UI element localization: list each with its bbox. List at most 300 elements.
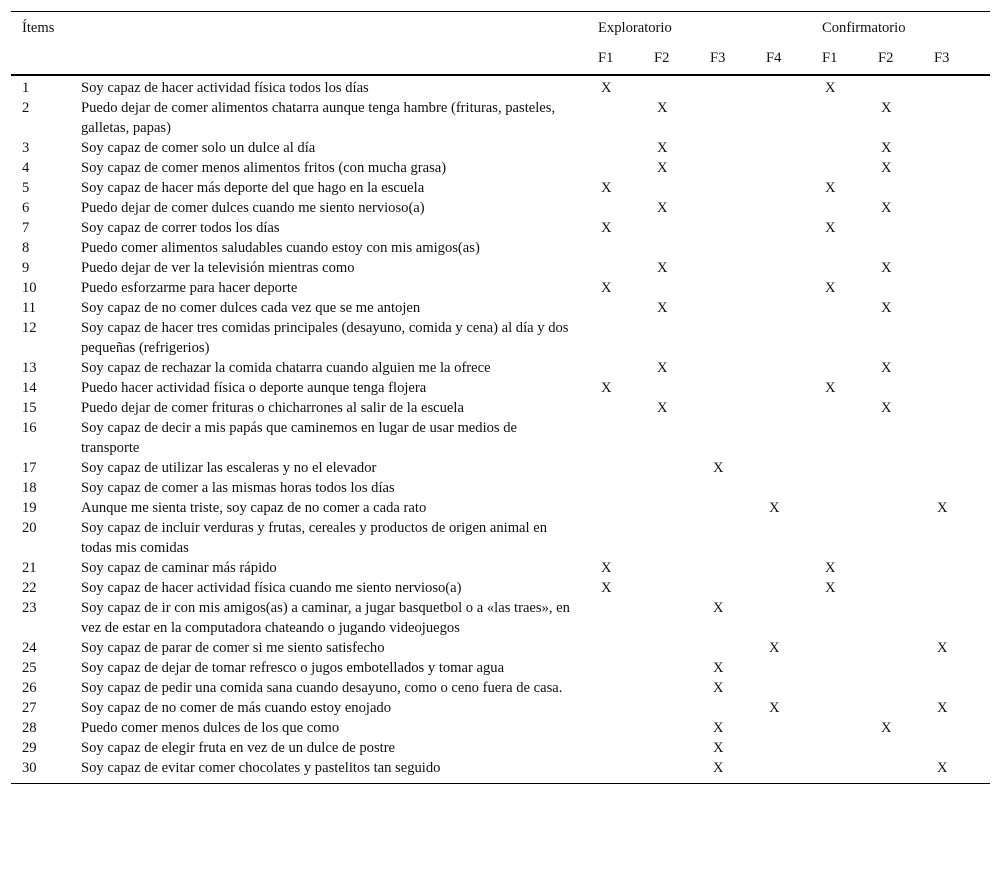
table-row [11, 158, 990, 178]
item-number: 26 [22, 680, 37, 696]
confirmatory-f1-cell: X [825, 380, 836, 396]
exploratory-f1-cell [598, 518, 654, 558]
exploratory-f4-cell: X [769, 640, 780, 656]
exploratory-f3-cell [710, 258, 766, 278]
exploratory-f1-cell: X [601, 280, 612, 296]
item-text: Soy capaz de comer menos alimentos fritos (con mucha grasa) [81, 160, 447, 176]
item-text: Puedo dejar de comer frituras o chicharrones al salir de la escuela [81, 400, 464, 416]
exploratory-f2-cell [654, 738, 710, 758]
confirmatory-f2-cell [878, 658, 934, 678]
exploratory-f4-cell [766, 98, 822, 138]
confirmatory-f1-cell [822, 738, 878, 758]
exploratory-f3-cell [710, 358, 766, 378]
item-text: Puedo comer menos dulces de los que como [81, 720, 340, 736]
table-row [11, 458, 990, 478]
item-text: Soy capaz de utilizar las escaleras y no el elevador [81, 460, 377, 476]
exploratory-f3-cell [710, 178, 766, 198]
exploratory-f4-cell [766, 278, 822, 298]
table-row [11, 318, 990, 358]
item-text: Soy capaz de hacer más deporte del que hago en la escuela [81, 180, 425, 196]
confirmatory-f3-cell [934, 598, 990, 638]
exploratory-f3-cell [710, 218, 766, 238]
exploratory-f1-cell [598, 478, 654, 498]
item-text: Soy capaz de evitar comer chocolates y pastelitos tan seguido [81, 758, 598, 784]
confirmatory-f3-cell [934, 278, 990, 298]
exploratory-f4-cell [766, 598, 822, 638]
exploratory-f1-cell [598, 458, 654, 478]
item-text: Puedo hacer actividad física o deporte aunque tenga flojera [81, 380, 427, 396]
confirmatory-f2-cell: X [881, 400, 892, 416]
table-row [11, 238, 990, 258]
confirmatory-f1-cell [822, 398, 878, 418]
exploratory-f1-cell: X [601, 220, 612, 236]
confirmatory-f2-cell: X [881, 720, 892, 736]
table-row [11, 358, 990, 378]
confirmatory-f3-cell [934, 678, 990, 698]
exploratory-f2-cell [654, 278, 710, 298]
item-text: Soy capaz de hacer tres comidas principales (desayuno, comida y cena) al día y dos pequeñas (refrigerios) [81, 320, 569, 356]
exploratory-f2-cell: X [657, 260, 668, 276]
item-text: Soy capaz de no comer de más cuando estoy enojado [81, 700, 392, 716]
item-text: Puedo esforzarme para hacer deporte [81, 280, 298, 296]
item-text: Puedo comer alimentos saludables cuando estoy con mis amigos(as) [81, 240, 480, 256]
item-text: Soy capaz de decir a mis papás que caminemos en lugar de usar medios de transporte [81, 420, 518, 456]
confirmatory-f1-cell: X [825, 280, 836, 296]
exploratory-f2-cell: X [657, 140, 668, 156]
exploratory-f3-cell [710, 498, 766, 518]
confirmatory-f1-cell [822, 698, 878, 718]
table-row [11, 218, 990, 238]
exploratory-f2-cell [654, 698, 710, 718]
confirmatory-f2-cell [878, 598, 934, 638]
confirmatory-f1-cell [822, 658, 878, 678]
confirmatory-f2-header: F2 [878, 48, 934, 75]
exploratory-f1-cell [598, 418, 654, 458]
item-number: 10 [22, 280, 37, 296]
item-text: Soy capaz de hacer actividad física todos los días [81, 80, 369, 96]
item-text: Soy capaz de ir con mis amigos(as) a caminar, a jugar basquetbol o a «las traes», en vez de estar en la computadora chateando o jugando videojuegos [81, 600, 570, 636]
confirmatory-f2-cell: X [881, 360, 892, 376]
exploratory-f3-cell [710, 378, 766, 398]
item-number: 2 [22, 100, 30, 116]
confirmatory-f2-cell: X [881, 200, 892, 216]
confirmatory-f2-cell [878, 75, 934, 98]
confirmatory-f1-cell [822, 758, 878, 784]
confirmatory-f3-cell [934, 258, 990, 278]
item-text: Soy capaz de comer a las mismas horas todos los días [81, 480, 395, 496]
exploratory-f3-cell [710, 578, 766, 598]
exploratory-f1-cell: X [601, 180, 612, 196]
item-number: 13 [22, 360, 37, 376]
exploratory-f3-cell [710, 238, 766, 258]
confirmatory-f3-cell [934, 198, 990, 218]
item-text: Aunque me sienta triste, soy capaz de no comer a cada rato [81, 500, 427, 516]
confirmatory-f1-cell [822, 478, 878, 498]
exploratory-f4-cell [766, 138, 822, 158]
exploratory-f2-cell: X [657, 360, 668, 376]
item-text: Soy capaz de hacer actividad física cuando me siento nervioso(a) [81, 580, 462, 596]
exploratory-f1-cell [598, 158, 654, 178]
confirmatory-f1-cell [822, 98, 878, 138]
confirmatory-f3-cell: X [937, 700, 948, 716]
item-number: 3 [22, 140, 30, 156]
table-row [11, 478, 990, 498]
confirmatory-f3-cell [934, 318, 990, 358]
exploratory-f3-cell [710, 198, 766, 218]
exploratory-f3-cell [710, 398, 766, 418]
item-number: 1 [22, 80, 30, 96]
confirmatory-f2-cell [878, 418, 934, 458]
confirmatory-f1-cell [822, 518, 878, 558]
confirmatory-f3-cell [934, 458, 990, 478]
exploratory-f4-cell [766, 478, 822, 498]
exploratory-f1-cell [598, 498, 654, 518]
confirmatory-f1-cell: X [825, 180, 836, 196]
confirmatory-f2-cell [878, 738, 934, 758]
exploratory-f2-cell [654, 218, 710, 238]
factor-table-container [11, 11, 981, 784]
exploratory-f3-cell: X [713, 740, 724, 756]
table-row [11, 678, 990, 698]
table-row [11, 418, 990, 458]
confirmatory-f3-header: F3 [934, 48, 990, 75]
exploratory-f2-cell [654, 718, 710, 738]
confirmatory-f3-cell [934, 378, 990, 398]
factor-header-row [11, 48, 990, 75]
item-number: 28 [22, 720, 37, 736]
table-body [11, 75, 990, 784]
item-number: 16 [22, 420, 37, 436]
exploratory-f1-cell: X [601, 560, 612, 576]
exploratory-f1-cell [598, 138, 654, 158]
exploratory-f1-cell [598, 598, 654, 638]
table-row [11, 578, 990, 598]
confirmatory-f2-cell: X [881, 140, 892, 156]
item-number: 7 [22, 220, 30, 236]
item-text: Soy capaz de correr todos los días [81, 220, 280, 236]
exploratory-f2-cell [654, 238, 710, 258]
item-text: Soy capaz de elegir fruta en vez de un dulce de postre [81, 740, 396, 756]
confirmatory-f1-cell [822, 318, 878, 358]
confirmatory-f1-cell [822, 458, 878, 478]
confirmatory-f2-cell [878, 678, 934, 698]
item-text: Soy capaz de rechazar la comida chatarra cuando alguien me la ofrece [81, 360, 491, 376]
confirmatory-f3-cell [934, 418, 990, 458]
confirmatory-f1-cell [822, 598, 878, 638]
exploratory-f2-cell [654, 75, 710, 98]
table-row [11, 738, 990, 758]
table-row [11, 198, 990, 218]
confirmatory-f2-cell [878, 378, 934, 398]
confirmatory-f1-cell [822, 138, 878, 158]
exploratory-f3-cell: X [713, 680, 724, 696]
item-number: 22 [22, 580, 37, 596]
table-header-row [11, 12, 990, 49]
table-row [11, 698, 990, 718]
item-number: 30 [11, 758, 81, 784]
confirmatory-f3-cell [934, 298, 990, 318]
item-text: Soy capaz de caminar más rápido [81, 560, 277, 576]
confirmatory-f3-cell [934, 658, 990, 678]
confirmatory-f3-cell: X [934, 758, 990, 784]
confirmatory-f3-cell [934, 158, 990, 178]
item-number: 24 [22, 640, 37, 656]
exploratory-f1-cell [598, 258, 654, 278]
confirmatory-f2-cell [878, 578, 934, 598]
confirmatory-f2-cell: X [881, 260, 892, 276]
item-number: 19 [22, 500, 37, 516]
table-row [11, 278, 990, 298]
item-number: 18 [22, 480, 37, 496]
exploratory-f1-header: F1 [598, 48, 654, 75]
confirmatory-f1-cell [822, 678, 878, 698]
exploratory-f4-cell [766, 198, 822, 218]
item-text: Soy capaz de incluir verduras y frutas, cereales y productos de origen animal en todas mis comidas [81, 520, 548, 556]
exploratory-f3-cell: X [713, 600, 724, 616]
confirmatory-f3-cell [934, 738, 990, 758]
confirmatory-f3-cell [934, 178, 990, 198]
exploratory-f3-cell [710, 75, 766, 98]
exploratory-f2-cell [654, 638, 710, 658]
table-row [11, 518, 990, 558]
item-text: Soy capaz de dejar de tomar refresco o jugos embotellados y tomar agua [81, 660, 505, 676]
confirmatory-f1-cell [822, 198, 878, 218]
exploratory-f1-cell [598, 358, 654, 378]
table-row [11, 378, 990, 398]
exploratory-f2-cell [654, 378, 710, 398]
exploratory-f2-cell: X [657, 400, 668, 416]
confirmatory-f2-cell [878, 558, 934, 578]
confirmatory-f2-cell: X [881, 160, 892, 176]
exploratory-f1-cell [598, 698, 654, 718]
confirmatory-f1-cell: X [825, 580, 836, 596]
table-row [11, 258, 990, 278]
exploratory-f4-cell [766, 258, 822, 278]
confirmatory-f2-cell [878, 178, 934, 198]
exploratory-f2-cell: X [657, 160, 668, 176]
exploratory-f3-cell [710, 698, 766, 718]
exploratory-f1-cell [598, 318, 654, 358]
exploratory-f2-cell: X [657, 200, 668, 216]
confirmatory-f1-cell [822, 238, 878, 258]
confirmatory-header: Confirmatorio [822, 12, 990, 49]
table-row [11, 98, 990, 138]
confirmatory-f2-cell [878, 218, 934, 238]
confirmatory-f3-cell [934, 578, 990, 598]
exploratory-f1-cell [598, 678, 654, 698]
exploratory-f3-cell [710, 98, 766, 138]
confirmatory-f2-cell [878, 498, 934, 518]
exploratory-f4-cell [766, 518, 822, 558]
exploratory-f3-cell [710, 638, 766, 658]
exploratory-f3-cell [710, 318, 766, 358]
item-number: 14 [22, 380, 37, 396]
confirmatory-f3-cell: X [937, 500, 948, 516]
exploratory-f4-cell [766, 678, 822, 698]
exploratory-f2-cell [654, 418, 710, 458]
table-row [11, 498, 990, 518]
exploratory-f3-cell [710, 418, 766, 458]
confirmatory-f2-cell [878, 278, 934, 298]
exploratory-f3-cell [710, 138, 766, 158]
item-number: 6 [22, 200, 30, 216]
exploratory-f4-cell [766, 578, 822, 598]
confirmatory-f2-cell [878, 458, 934, 478]
table-row [11, 658, 990, 678]
confirmatory-f1-cell [822, 498, 878, 518]
exploratory-f2-cell [654, 558, 710, 578]
confirmatory-f2-cell: X [881, 300, 892, 316]
confirmatory-f1-cell [822, 638, 878, 658]
confirmatory-f2-cell [878, 318, 934, 358]
exploratory-f4-cell [766, 418, 822, 458]
exploratory-f3-cell: X [713, 460, 724, 476]
exploratory-f2-cell [654, 658, 710, 678]
confirmatory-f3-cell [934, 98, 990, 138]
exploratory-f1-cell: X [601, 380, 612, 396]
exploratory-f4-cell [766, 718, 822, 738]
items-header: Ítems [11, 12, 598, 49]
confirmatory-f3-cell [934, 138, 990, 158]
exploratory-f3-cell: X [713, 720, 724, 736]
empty-header-cell [11, 48, 598, 75]
item-text: Soy capaz de pedir una comida sana cuando desayuno, como o ceno fuera de casa. [81, 680, 563, 696]
exploratory-f4-cell [766, 218, 822, 238]
confirmatory-f3-cell [934, 558, 990, 578]
item-number: 4 [22, 160, 30, 176]
confirmatory-f3-cell [934, 238, 990, 258]
item-text: Puedo dejar de comer dulces cuando me siento nervioso(a) [81, 200, 425, 216]
exploratory-f4-cell: X [769, 500, 780, 516]
table-row [11, 138, 990, 158]
confirmatory-f1-cell [822, 298, 878, 318]
exploratory-f2-cell [654, 578, 710, 598]
confirmatory-f2-cell [878, 638, 934, 658]
item-number: 8 [22, 240, 30, 256]
item-number: 29 [22, 740, 37, 756]
item-number: 11 [22, 300, 37, 316]
exploratory-f4-cell [766, 758, 822, 784]
confirmatory-f1-cell [822, 158, 878, 178]
exploratory-header: Exploratorio [598, 12, 822, 49]
exploratory-f4-header: F4 [766, 48, 822, 75]
confirmatory-f3-cell [934, 75, 990, 98]
exploratory-f2-cell: X [657, 300, 668, 316]
exploratory-f1-cell [598, 758, 654, 784]
table-row [11, 598, 990, 638]
exploratory-f4-cell [766, 178, 822, 198]
confirmatory-f2-cell [878, 758, 934, 784]
confirmatory-f1-cell [822, 258, 878, 278]
exploratory-f4-cell [766, 358, 822, 378]
exploratory-f4-cell [766, 75, 822, 98]
item-number: 9 [22, 260, 30, 276]
table-row [11, 638, 990, 658]
exploratory-f2-cell [654, 458, 710, 478]
exploratory-f2-cell [654, 678, 710, 698]
table-row [11, 75, 990, 98]
item-number: 23 [22, 600, 37, 616]
item-number: 20 [22, 520, 37, 536]
item-text: Soy capaz de no comer dulces cada vez que se me antojen [81, 300, 421, 316]
exploratory-f1-cell: X [601, 580, 612, 596]
confirmatory-f2-cell [878, 238, 934, 258]
item-text: Puedo dejar de comer alimentos chatarra aunque tenga hambre (frituras, pasteles, galletas, papas) [81, 100, 556, 136]
exploratory-f4-cell [766, 238, 822, 258]
exploratory-f3-cell [710, 298, 766, 318]
exploratory-f4-cell [766, 318, 822, 358]
confirmatory-f1-header: F1 [822, 48, 878, 75]
confirmatory-f1-cell [822, 718, 878, 738]
table-row [11, 398, 990, 418]
exploratory-f3-header: F3 [710, 48, 766, 75]
exploratory-f1-cell [598, 738, 654, 758]
confirmatory-f2-cell [878, 518, 934, 558]
exploratory-f1-cell [598, 658, 654, 678]
exploratory-f3-cell [710, 278, 766, 298]
exploratory-f4-cell [766, 378, 822, 398]
confirmatory-f2-cell [878, 698, 934, 718]
item-number: 21 [22, 560, 37, 576]
exploratory-f3-cell [710, 158, 766, 178]
exploratory-f3-cell [710, 518, 766, 558]
exploratory-f2-header: F2 [654, 48, 710, 75]
exploratory-f4-cell [766, 458, 822, 478]
exploratory-f4-cell [766, 738, 822, 758]
exploratory-f3-cell: X [710, 758, 766, 784]
exploratory-f4-cell [766, 398, 822, 418]
item-number: 27 [22, 700, 37, 716]
exploratory-f4-cell: X [769, 700, 780, 716]
exploratory-f1-cell [598, 718, 654, 738]
item-number: 15 [22, 400, 37, 416]
exploratory-f1-cell [598, 98, 654, 138]
confirmatory-f3-cell [934, 398, 990, 418]
confirmatory-f1-cell: X [825, 220, 836, 236]
confirmatory-f3-cell [934, 718, 990, 738]
confirmatory-f3-cell: X [937, 640, 948, 656]
exploratory-f4-cell [766, 658, 822, 678]
item-number: 17 [22, 460, 37, 476]
table-row [11, 558, 990, 578]
exploratory-f3-cell [710, 478, 766, 498]
exploratory-f1-cell [598, 398, 654, 418]
exploratory-f2-cell [654, 318, 710, 358]
exploratory-f4-cell [766, 158, 822, 178]
exploratory-f4-cell [766, 298, 822, 318]
item-text: Soy capaz de parar de comer si me siento satisfecho [81, 640, 385, 656]
confirmatory-f3-cell [934, 358, 990, 378]
exploratory-f1-cell [598, 238, 654, 258]
exploratory-f1-cell: X [601, 80, 612, 96]
confirmatory-f1-cell [822, 418, 878, 458]
item-number: 25 [22, 660, 37, 676]
exploratory-f2-cell [654, 178, 710, 198]
exploratory-f2-cell [654, 758, 710, 784]
exploratory-f4-cell [766, 558, 822, 578]
factor-loading-table [11, 11, 990, 784]
exploratory-f1-cell [598, 298, 654, 318]
exploratory-f3-cell: X [713, 660, 724, 676]
item-number: 12 [22, 320, 37, 336]
item-text: Puedo dejar de ver la televisión mientras como [81, 260, 355, 276]
confirmatory-f3-cell [934, 478, 990, 498]
confirmatory-f2-cell [878, 478, 934, 498]
confirmatory-f3-cell [934, 518, 990, 558]
item-number: 5 [22, 180, 30, 196]
exploratory-f1-cell [598, 638, 654, 658]
exploratory-f3-cell [710, 558, 766, 578]
